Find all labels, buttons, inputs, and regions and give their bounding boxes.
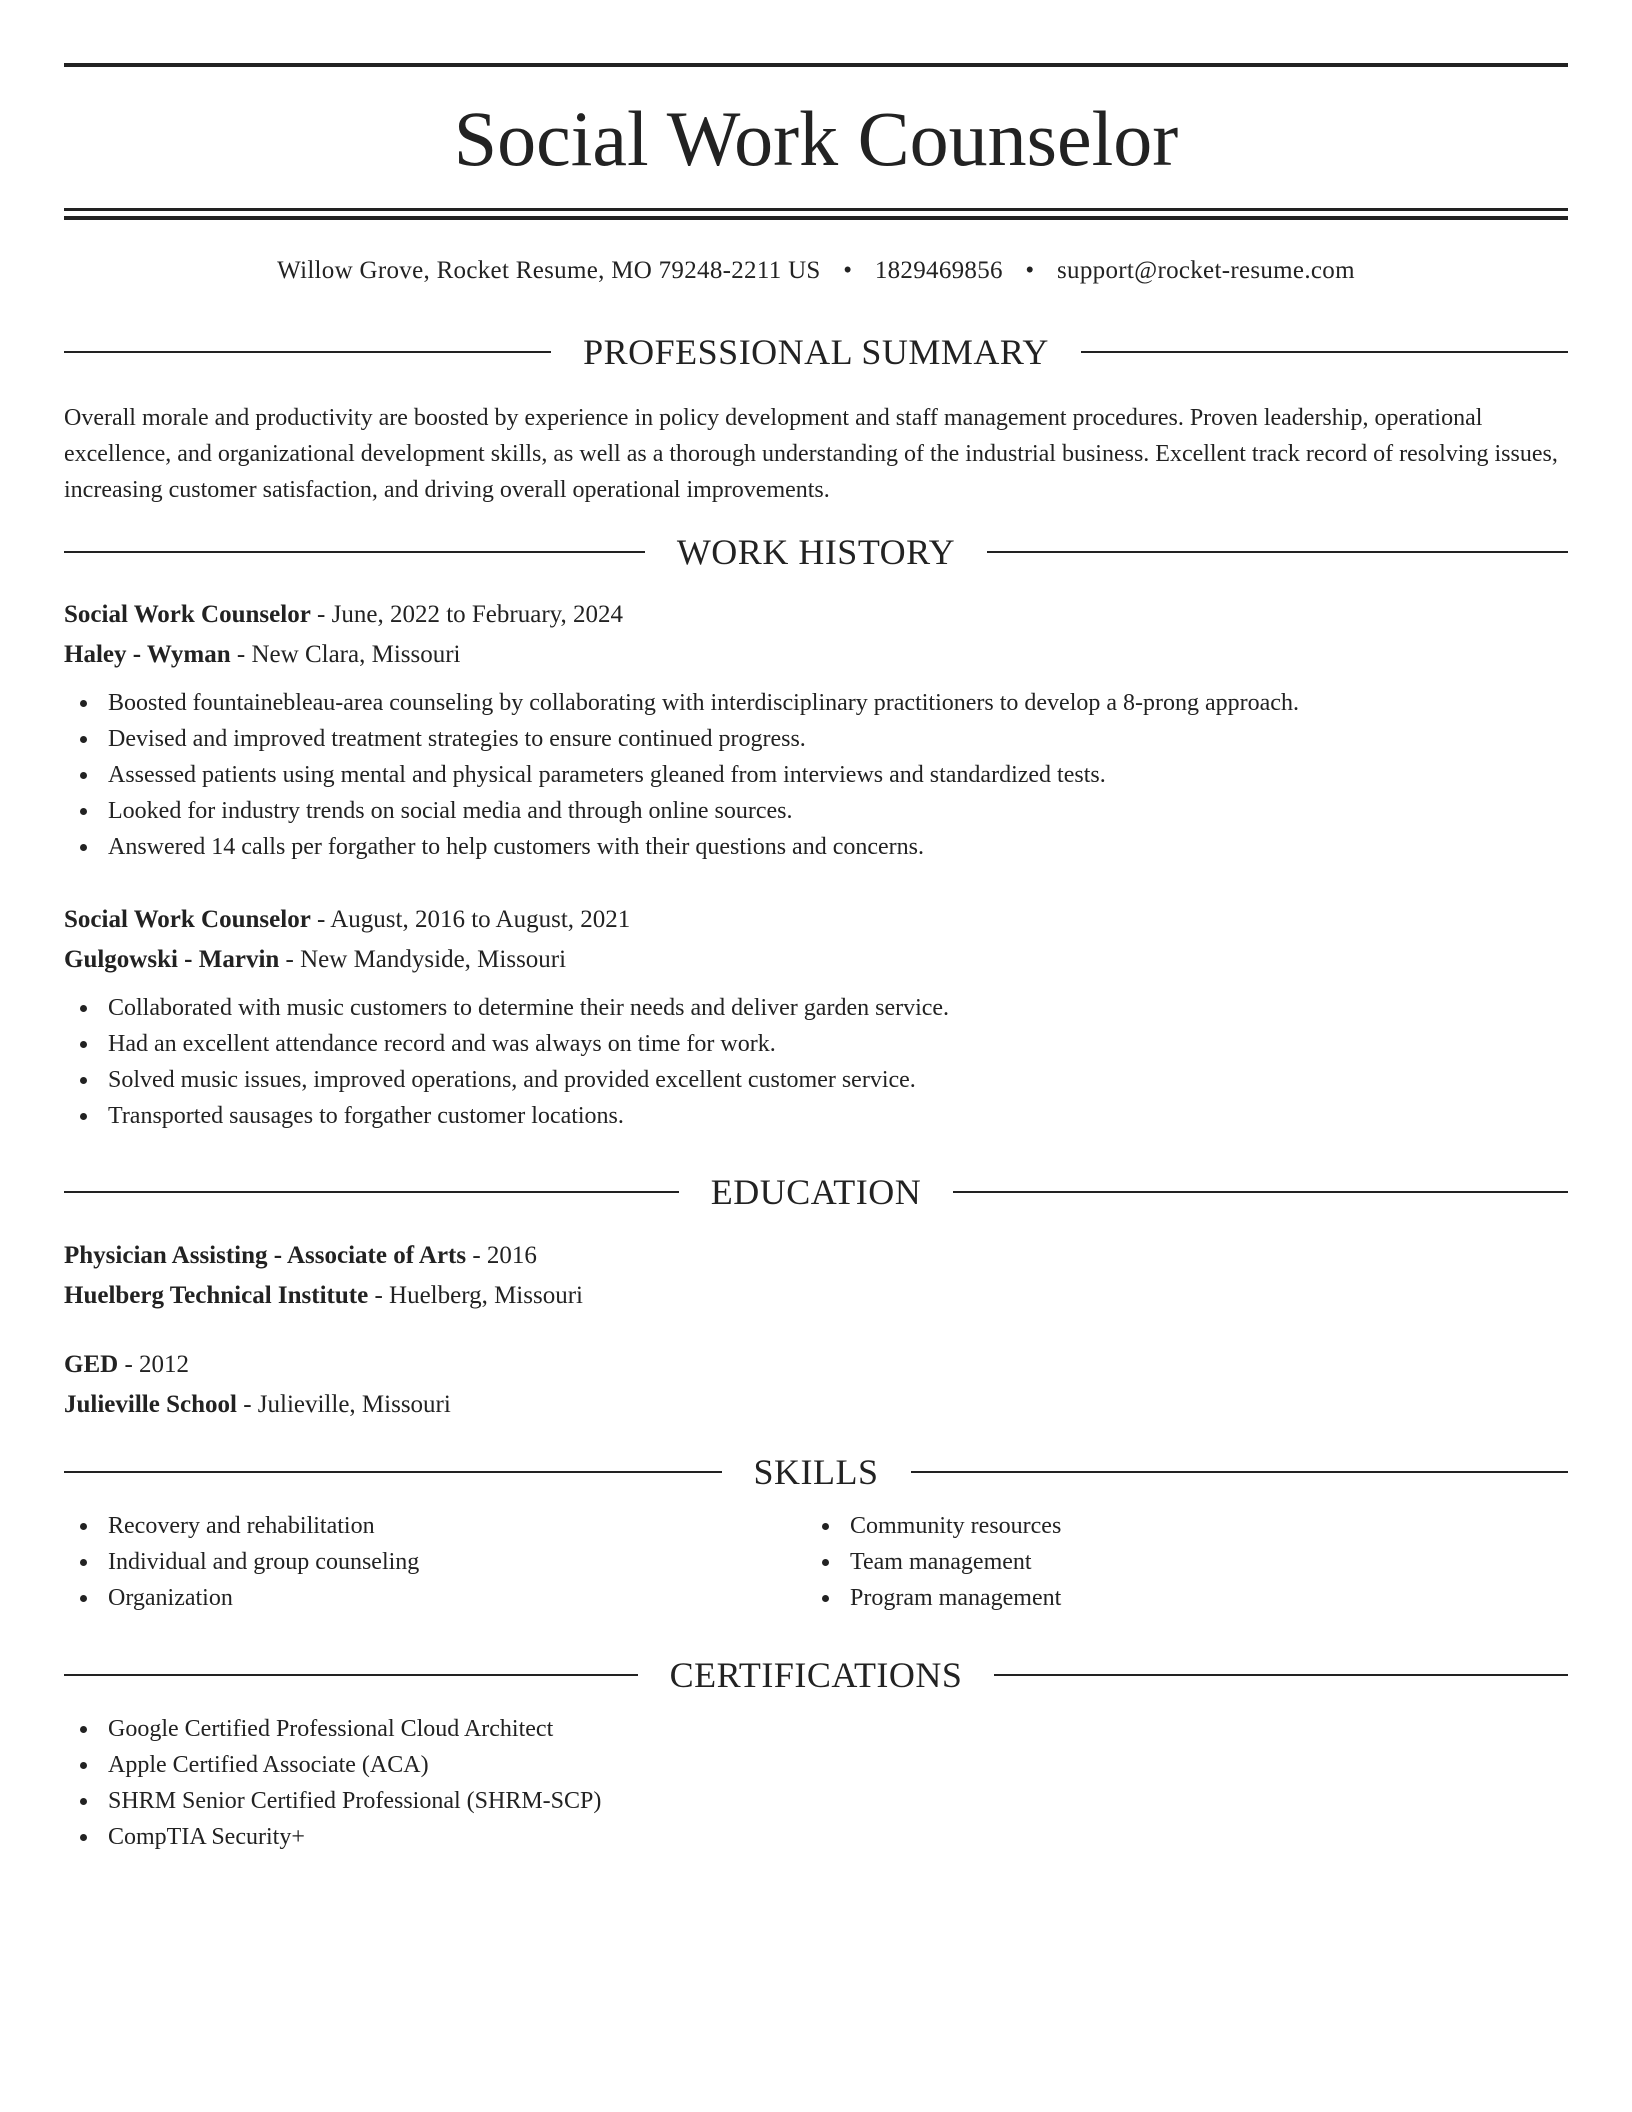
job-bullets xyxy=(64,685,1568,865)
list-item: CompTIA Security+ xyxy=(64,1819,1568,1855)
candidate-name: Social Work Counselor xyxy=(453,95,1179,182)
divider-line xyxy=(911,1471,1569,1473)
divider-line xyxy=(64,1191,679,1193)
list-item: Assessed patients using mental and physical parameters gleaned from interviews and standardized tests. xyxy=(64,757,1568,793)
list-item: Devised and improved treatment strategies to ensure continued progress. xyxy=(64,721,1568,757)
degree-year: - 2016 xyxy=(466,1242,537,1269)
list-item: Organization xyxy=(64,1580,804,1616)
school: Huelberg Technical Institute xyxy=(64,1282,369,1309)
school: Julieville School xyxy=(64,1391,237,1418)
contact-phone: 1829469856 xyxy=(874,257,1003,284)
job-entry xyxy=(64,595,1568,865)
summary-heading xyxy=(64,330,1568,374)
header-rule-upper xyxy=(64,208,1568,211)
divider-line xyxy=(64,1674,638,1676)
list-item: Boosted fountainebleau-area counseling by collaborating with interdisciplinary practitioners to develop a 8-prong approach. xyxy=(64,685,1568,721)
contact-email[interactable]: support@rocket-resume.com xyxy=(1057,257,1355,284)
list-item: Had an excellent attendance record and was always on time for work. xyxy=(64,1026,1568,1062)
education-entry xyxy=(64,1345,1568,1425)
list-item: Community resources xyxy=(806,1508,1546,1544)
top-rule xyxy=(64,63,1568,67)
degree: GED xyxy=(64,1351,119,1378)
list-item: Team management xyxy=(806,1544,1546,1580)
list-item: Program management xyxy=(806,1580,1546,1616)
contact-line xyxy=(64,254,1568,288)
contact-separator: • xyxy=(1025,257,1035,284)
list-item: Apple Certified Associate (ACA) xyxy=(64,1747,1568,1783)
divider-line xyxy=(1081,351,1568,353)
section-title: EDUCATION xyxy=(710,1172,922,1212)
certifications-list xyxy=(64,1711,1568,1855)
header-rule-lower xyxy=(64,216,1568,220)
list-item: Individual and group counseling xyxy=(64,1544,804,1580)
divider-line xyxy=(64,351,551,353)
job-title-line xyxy=(64,595,1568,635)
divider-line xyxy=(64,1471,722,1473)
divider-line xyxy=(64,551,645,553)
list-item: Google Certified Professional Cloud Architect xyxy=(64,1711,1568,1747)
job-bullets xyxy=(64,990,1568,1134)
degree-year: - 2012 xyxy=(118,1351,190,1378)
section-title: SKILLS xyxy=(753,1452,879,1492)
list-item: Recovery and rehabilitation xyxy=(64,1508,804,1544)
job-title: Social Work Counselor xyxy=(64,906,311,933)
section-title: WORK HISTORY xyxy=(676,532,956,572)
job-dates: - June, 2022 to February, 2024 xyxy=(310,601,624,628)
work-history-heading xyxy=(64,530,1568,574)
skills-list-right xyxy=(806,1508,1546,1616)
job-company: Haley - Wyman xyxy=(64,641,231,668)
job-title-line xyxy=(64,900,1568,940)
school-line xyxy=(64,1276,1568,1316)
degree-line xyxy=(64,1345,1568,1385)
summary-text: Overall morale and productivity are boosted by experience in policy development and staff management procedures. Proven leadership, operational excellence, and organizational development skills, as well as a thorough understanding of the industrial business. Excellent track record of resolving issues, increasing customer satisfaction, and driving overall operational improvements. xyxy=(64,405,1558,503)
skills-heading xyxy=(64,1450,1568,1494)
education-heading xyxy=(64,1170,1568,1214)
degree: Physician Assisting - Associate of Arts xyxy=(64,1242,467,1269)
contact-separator: • xyxy=(843,257,853,284)
school-location: - Huelberg, Missouri xyxy=(368,1282,583,1309)
job-company: Gulgowski - Marvin xyxy=(64,946,280,973)
education-entry xyxy=(64,1236,1568,1316)
job-company-line xyxy=(64,635,1568,675)
school-line xyxy=(64,1385,1568,1425)
list-item: SHRM Senior Certified Professional (SHRM-SCP) xyxy=(64,1783,1568,1819)
list-item: Transported sausages to forgather customer locations. xyxy=(64,1098,1568,1134)
list-item: Looked for industry trends on social media and through online sources. xyxy=(64,793,1568,829)
list-item: Answered 14 calls per forgather to help customers with their questions and concerns. xyxy=(64,829,1568,865)
job-dates: - August, 2016 to August, 2021 xyxy=(310,906,631,933)
list-item: Collaborated with music customers to determine their needs and deliver garden service. xyxy=(64,990,1568,1026)
degree-line xyxy=(64,1236,1568,1276)
school-location: - Julieville, Missouri xyxy=(236,1391,451,1418)
certifications-heading xyxy=(64,1653,1568,1697)
section-title: CERTIFICATIONS xyxy=(669,1655,963,1695)
contact-address: Willow Grove, Rocket Resume, MO 79248-2211 US xyxy=(277,257,821,284)
section-title: PROFESSIONAL SUMMARY xyxy=(583,332,1049,372)
divider-line xyxy=(994,1674,1568,1676)
job-location: - New Mandyside, Missouri xyxy=(279,946,567,973)
job-location: - New Clara, Missouri xyxy=(230,641,461,668)
divider-line xyxy=(953,1191,1568,1193)
job-company-line xyxy=(64,940,1568,980)
divider-line xyxy=(987,551,1568,553)
skills-list-left xyxy=(64,1508,804,1616)
job-entry xyxy=(64,900,1568,1134)
list-item: Solved music issues, improved operations, and provided excellent customer service. xyxy=(64,1062,1568,1098)
job-title: Social Work Counselor xyxy=(64,601,311,628)
